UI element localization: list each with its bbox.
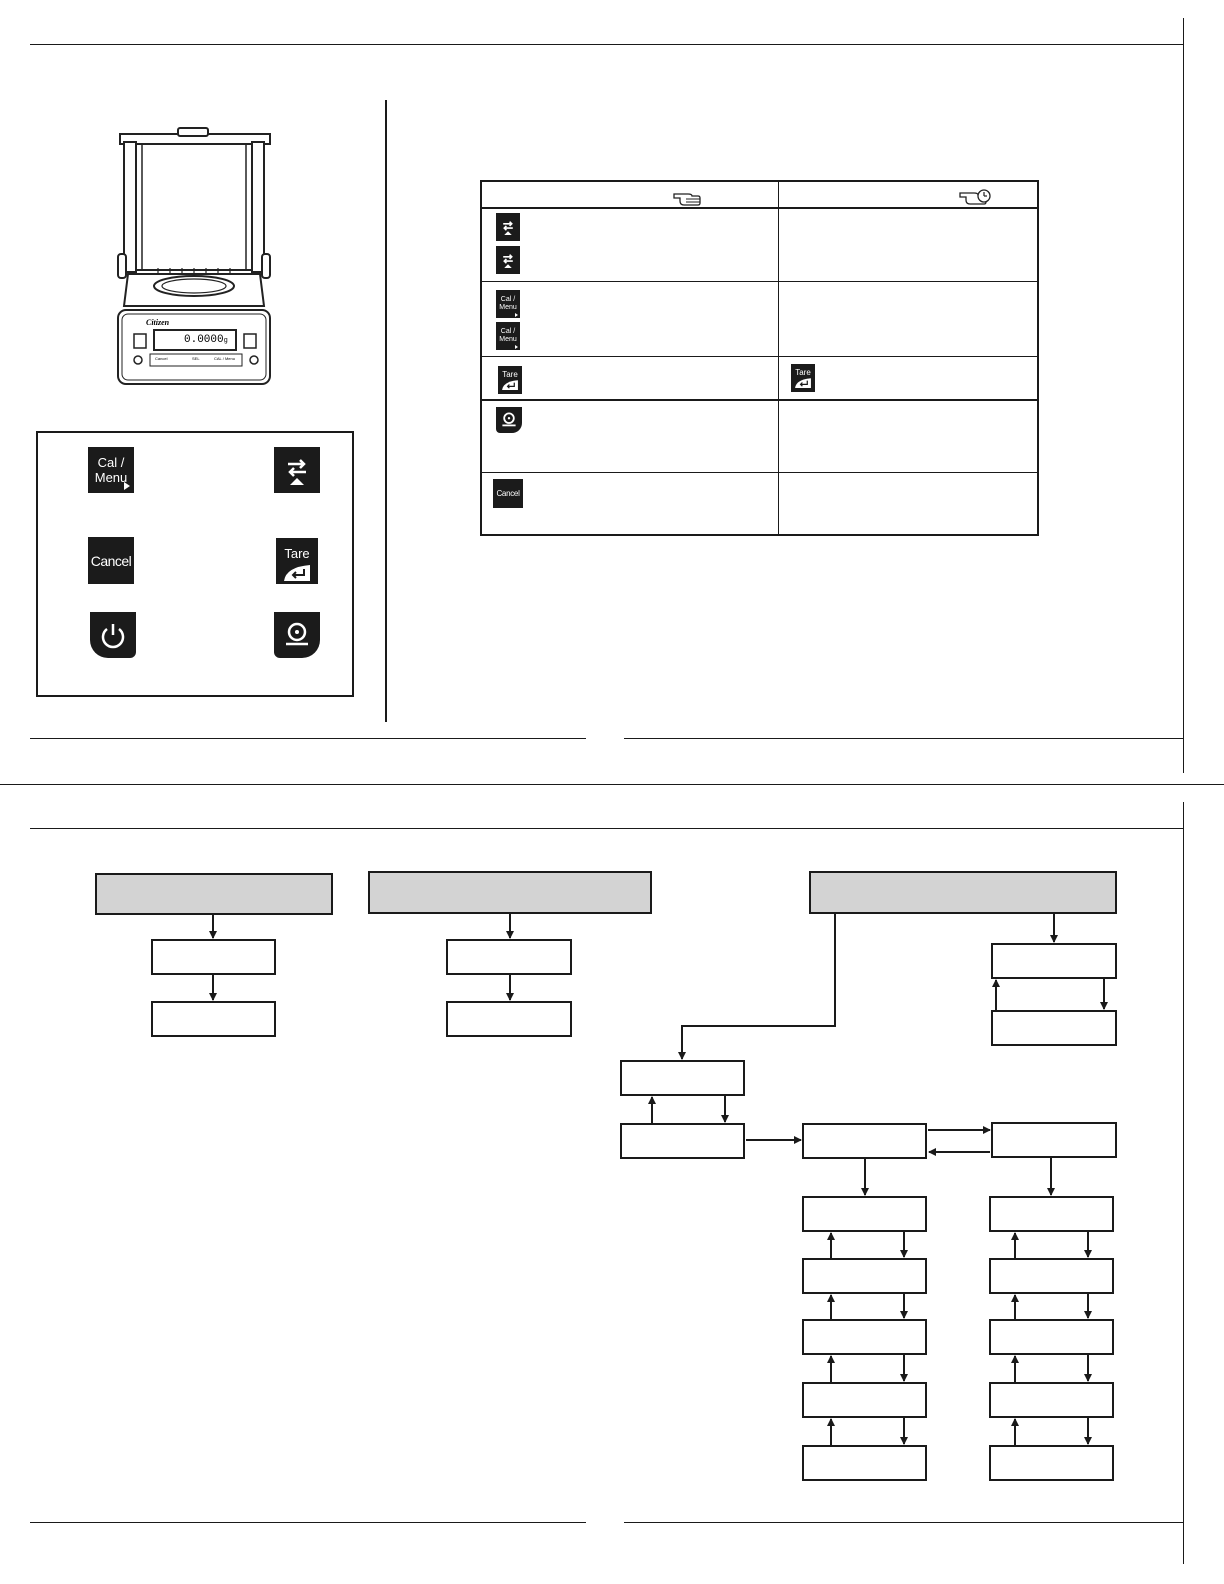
cal-menu-key-label-1: Cal / [500, 328, 516, 335]
balance-panel-label-cal-menu: CAL / Menu [214, 356, 235, 361]
cal-menu-key-label-1: Cal / [97, 455, 125, 470]
tare-key-label: Tare [284, 546, 310, 561]
balance-brand-label: Citizen [146, 318, 170, 327]
cal-menu-key-label-2: Menu [94, 470, 128, 485]
display-unit: g [223, 337, 228, 345]
cal-menu-key-label-2: Menu [499, 304, 517, 311]
display-value: 0.0000 [184, 334, 224, 346]
tare-key-label: Tare [502, 370, 518, 379]
cal-menu-key-label-2: Menu [499, 336, 517, 343]
balance-panel-label-sel: SEL [192, 356, 200, 361]
tare-key-label: Tare [795, 368, 811, 377]
cancel-key-label: Cancel [496, 489, 520, 498]
cancel-key-label: Cancel [90, 552, 132, 569]
cal-menu-key-label-1: Cal / [500, 296, 516, 303]
balance-panel-label-cancel: Cancel [155, 356, 168, 361]
